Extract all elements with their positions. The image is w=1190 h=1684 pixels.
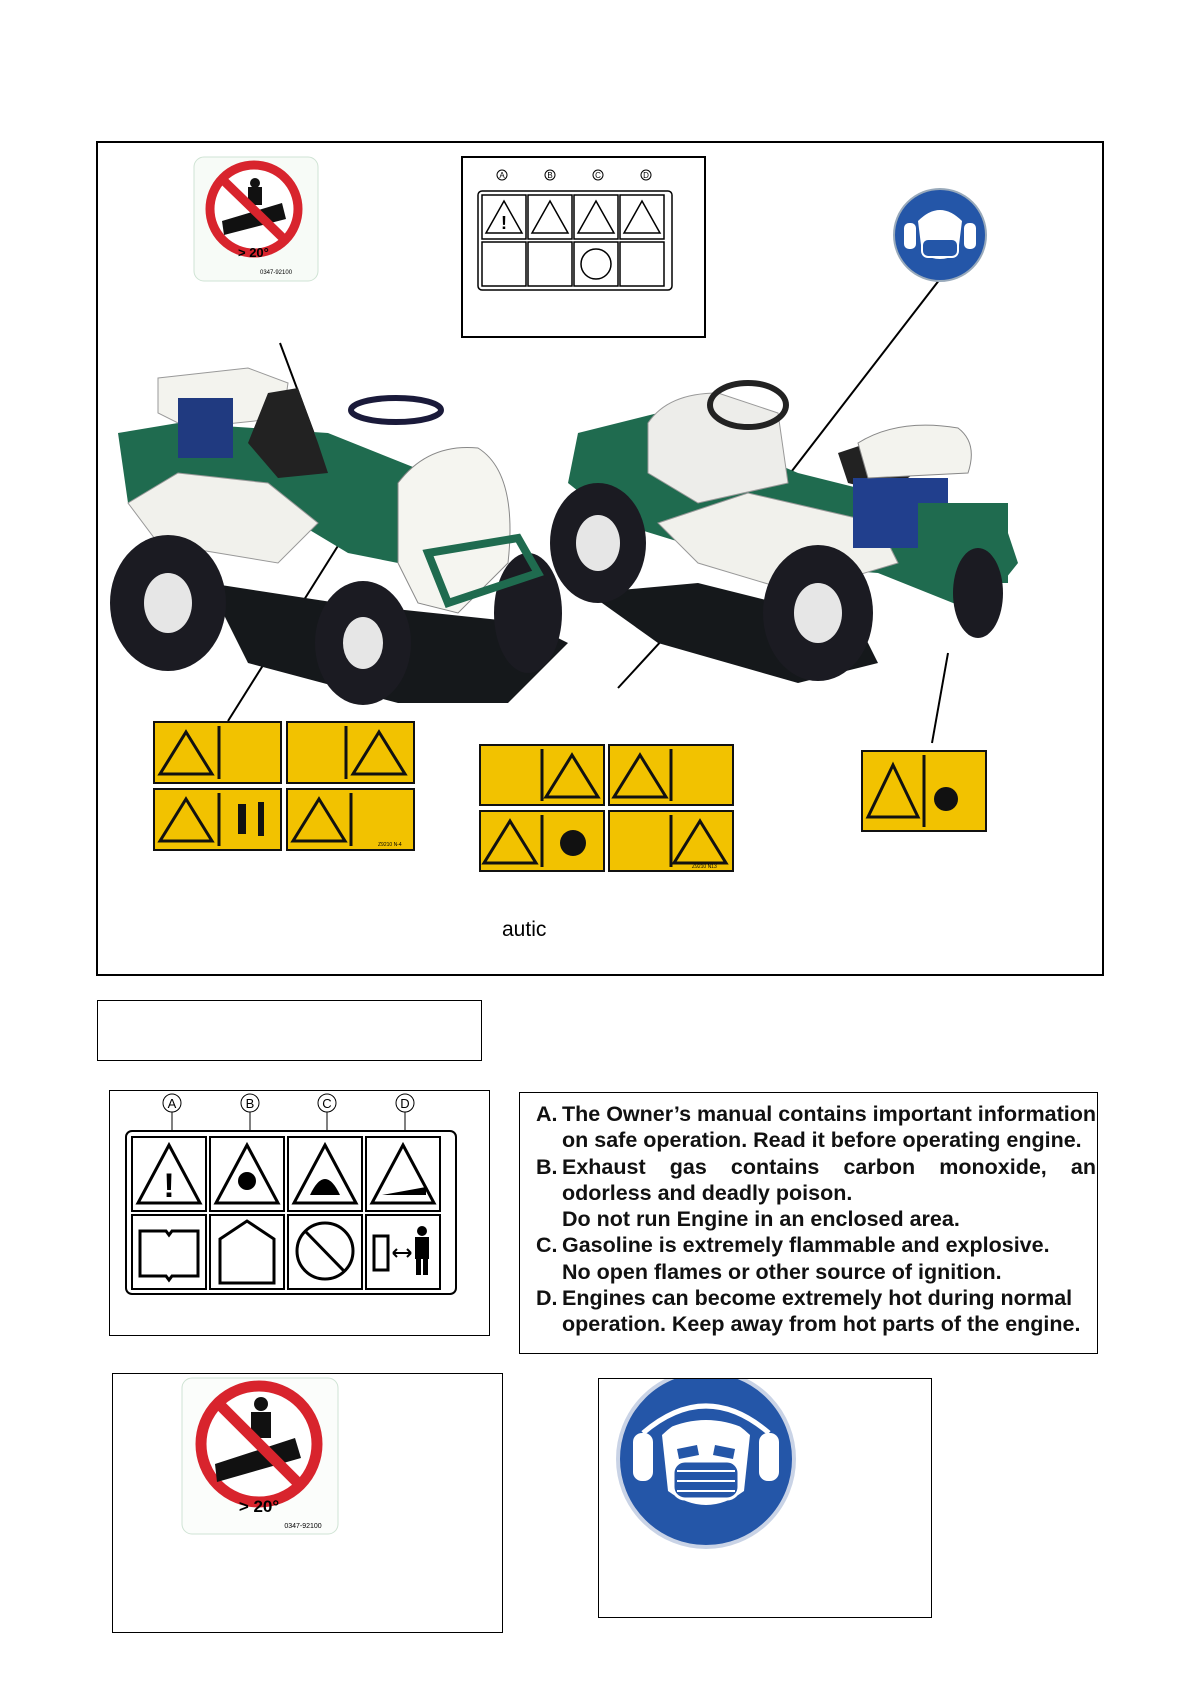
yellow-decal-middle-code: Z9210 N13 — [692, 864, 717, 870]
engine-decal-large-frame — [109, 1090, 490, 1336]
svg-text:B: B — [547, 171, 553, 180]
overview-illustration — [98, 143, 1102, 974]
yellow-decal-right — [862, 751, 986, 831]
ppe-decal-large — [599, 1379, 930, 1616]
decal-letter-c: C — [322, 1096, 332, 1111]
decal-letter-b: B — [245, 1096, 255, 1111]
slope-decal-large-angle: > 20° — [238, 1497, 280, 1516]
legend-item-d: D. Engines can become extremely hot during normal operation. Keep away from hot parts of the engine. — [536, 1286, 1081, 1337]
slope-decal-large-frame — [112, 1373, 503, 1633]
yellow-decal-middle — [480, 745, 733, 871]
slope-decal-small-angle: > 20° — [238, 245, 269, 260]
legend-item-a: A. The Owner’s manual contains important information on safe operation. Read it before operating engine. — [536, 1102, 1096, 1153]
yellow-decal-left — [154, 722, 414, 850]
overview-figure — [96, 141, 1104, 976]
slope-decal-small — [194, 157, 318, 281]
slope-decal-large-code: 0347-92100 — [284, 1523, 322, 1530]
decal-letter-d: D — [400, 1096, 410, 1111]
ppe-decal-large-frame — [598, 1378, 932, 1618]
slope-decal-small-code: 0347-92100 — [260, 270, 293, 276]
decal-letter-a: A — [167, 1096, 177, 1111]
svg-text:C: C — [595, 171, 601, 180]
legend-item-c: C. Gasoline is extremely flammable and explosive. No open flames or other source of ignition. — [536, 1233, 1050, 1284]
yellow-decal-left-code: Z9210 N-4 — [378, 842, 402, 848]
caption-fragment: autic — [502, 918, 547, 941]
slope-decal-large — [113, 1374, 501, 1631]
ppe-decal-small — [894, 189, 986, 281]
svg-text:!: ! — [163, 1167, 175, 1205]
mower-left-illustration — [110, 368, 568, 705]
svg-text:D: D — [643, 171, 649, 180]
mower-right-illustration — [550, 383, 1018, 683]
svg-text:A: A — [499, 171, 505, 180]
legend-item-b: B. Exhaust gas contains carbon monoxide, an odorless and deadly poison. Do not run Engine in an enclosed area. — [536, 1154, 1096, 1232]
engine-decal-small — [462, 157, 705, 337]
engine-decal-large — [110, 1091, 488, 1334]
svg-text:!: ! — [501, 213, 507, 233]
empty-caption-box — [97, 1000, 482, 1061]
legend-text — [536, 1101, 1096, 1338]
